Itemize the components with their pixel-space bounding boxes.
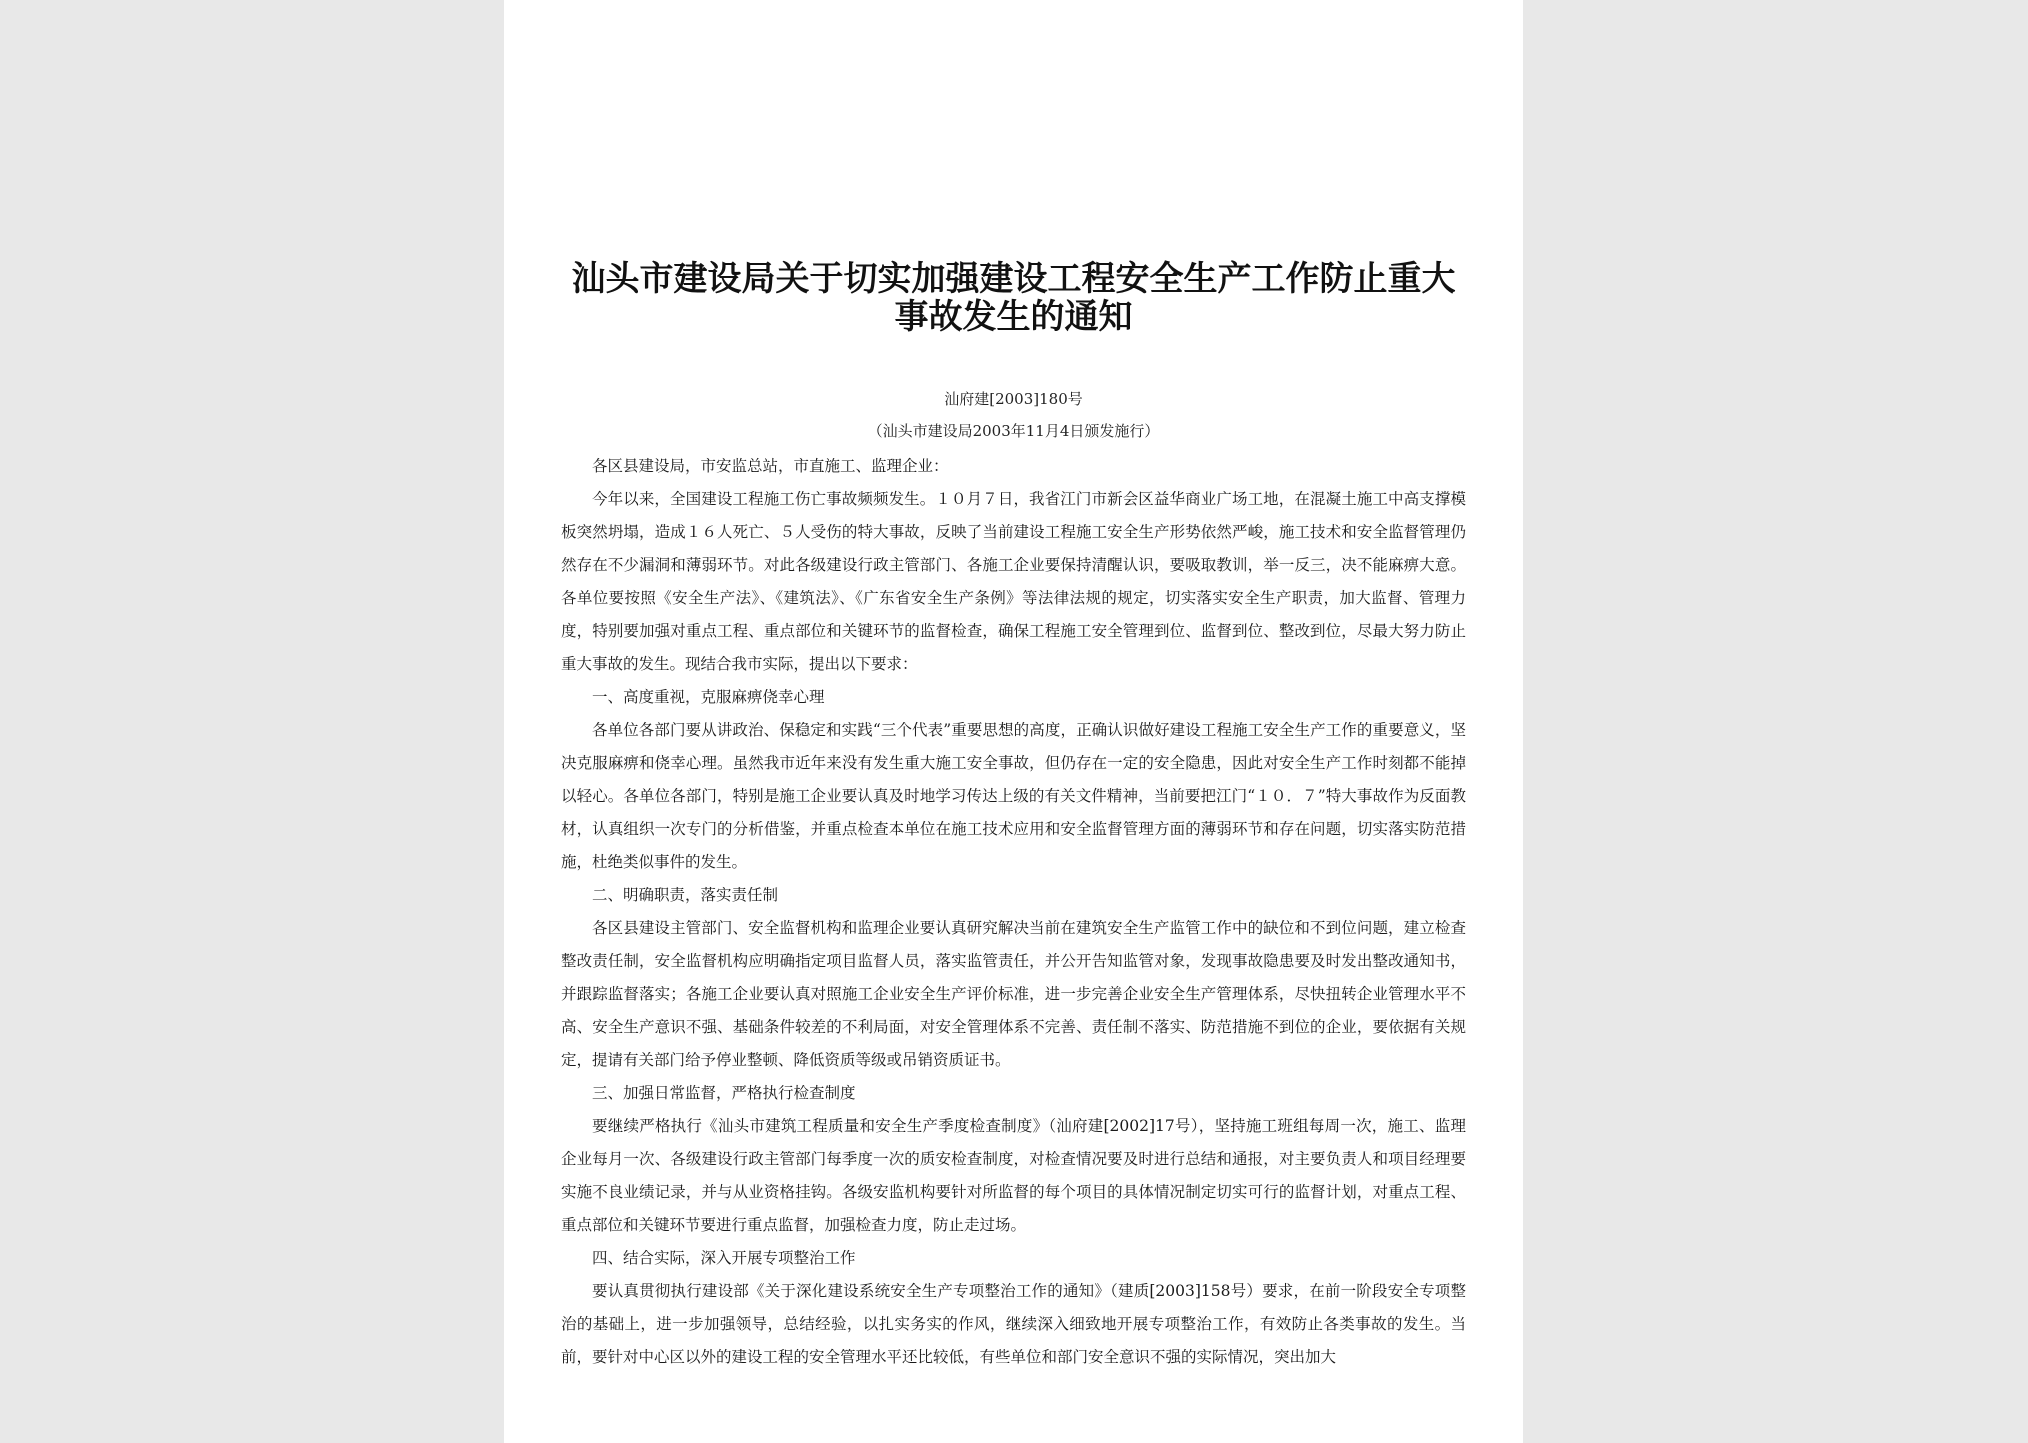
- paragraph: 要认真贯彻执行建设部《关于深化建设系统安全生产专项整治工作的通知》（建质[2003]158号）要求，在前一阶段安全专项整治的基础上，进一步加强领导，总结经验，以扎实务实的作风，继续深入细致地开展专项整治工作，有效防止各类事故的发生。当前，要针对中心区以外的建设工程的安全管理水平还比较低，有些单位和部门安全意识不强的实际情况，突出加大: [561, 1282, 1466, 1366]
- document-title: 汕头市建设局关于切实加强建设工程安全生产工作防止重大事故发生的通知: [571, 259, 1456, 337]
- document-number: 汕府建[2003]180号: [944, 390, 1083, 408]
- paragraph: 各单位各部门要从讲政治、保稳定和实践“三个代表”重要思想的高度，正确认识做好建设工程施工安全生产工作的重要意义，坚决克服麻痹和侥幸心理。虽然我市近年来没有发生重大施工安全事故，但仍存在一定的安全隐患，因此对安全生产工作时刻都不能掉以轻心。各单位各部门，特别是施工企业要认真及时地学习传达上级的有关文件精神，当前要把江门“１０．７”特大事故作为反面教材，认真组织一次专门的分析借鉴，并重点检查本单位在施工技术应用和安全监督管理方面的薄弱环节和存在问题，切实落实防范措施，杜绝类似事件的发生。: [561, 721, 1466, 871]
- document-body: [561, 450, 1466, 1374]
- paragraph: 各区县建设主管部门、安全监督机构和监理企业要认真研究解决当前在建筑安全生产监管工作中的缺位和不到位问题，建立检查整改责任制，安全监督机构应明确指定项目监督人员，落实监管责任，并公开告知监管对象，发现事故隐患要及时发出整改通知书，并跟踪监督落实；各施工企业要认真对照施工企业安全生产评价标准，进一步完善企业安全生产管理体系，尽快扭转企业管理水平不高、安全生产意识不强、基础条件较差的不利局面，对安全管理体系不完善、责任制不落实、防范措施不到位的企业，要依据有关规定，提请有关部门给予停业整顿、降低资质等级或吊销资质证书。: [561, 919, 1466, 1069]
- section-heading: 一、高度重视，克服麻痹侥幸心理: [592, 688, 825, 706]
- section-heading: 四、结合实际，深入开展专项整治工作: [592, 1249, 856, 1267]
- document-page: [504, 0, 1523, 1443]
- paragraph: 今年以来，全国建设工程施工伤亡事故频频发生。１０月７日，我省江门市新会区益华商业广场工地，在混凝土施工中高支撑模板突然坍塌，造成１６人死亡、５人受伤的特大事故，反映了当前建设工程施工安全生产形势依然严峻，施工技术和安全监督管理仍然存在不少漏洞和薄弱环节。对此各级建设行政主管部门、各施工企业要保持清醒认识，要吸取教训，举一反三，决不能麻痹大意。各单位要按照《安全生产法》、《建筑法》、《广东省安全生产条例》等法律法规的规定，切实落实安全生产职责，加大监督、管理力度，特别要加强对重点工程、重点部位和关键环节的监督检查，确保工程施工安全管理到位、监督到位、整改到位，尽最大努力防止重大事故的发生。现结合我市实际，提出以下要求：: [561, 490, 1466, 673]
- issue-info: （汕头市建设局2003年11月4日颁发施行）: [867, 422, 1160, 440]
- section-heading: 三、加强日常监督，严格执行检查制度: [592, 1084, 856, 1102]
- section-heading: 二、明确职责，落实责任制: [592, 886, 779, 904]
- paragraph: 要继续严格执行《汕头市建筑工程质量和安全生产季度检查制度》（汕府建[2002]17号），坚持施工班组每周一次，施工、监理企业每月一次、各级建设行政主管部门每季度一次的质安检查制度，对检查情况要及时进行总结和通报，对主要负责人和项目经理要实施不良业绩记录，并与从业资格挂钩。各级安监机构要针对所监督的每个项目的具体情况制定切实可行的监督计划，对重点工程、重点部位和关键环节要进行重点监督，加强检查力度，防止走过场。: [561, 1117, 1466, 1234]
- salutation: 各区县建设局，市安监总站，市直施工、监理企业：: [592, 457, 949, 475]
